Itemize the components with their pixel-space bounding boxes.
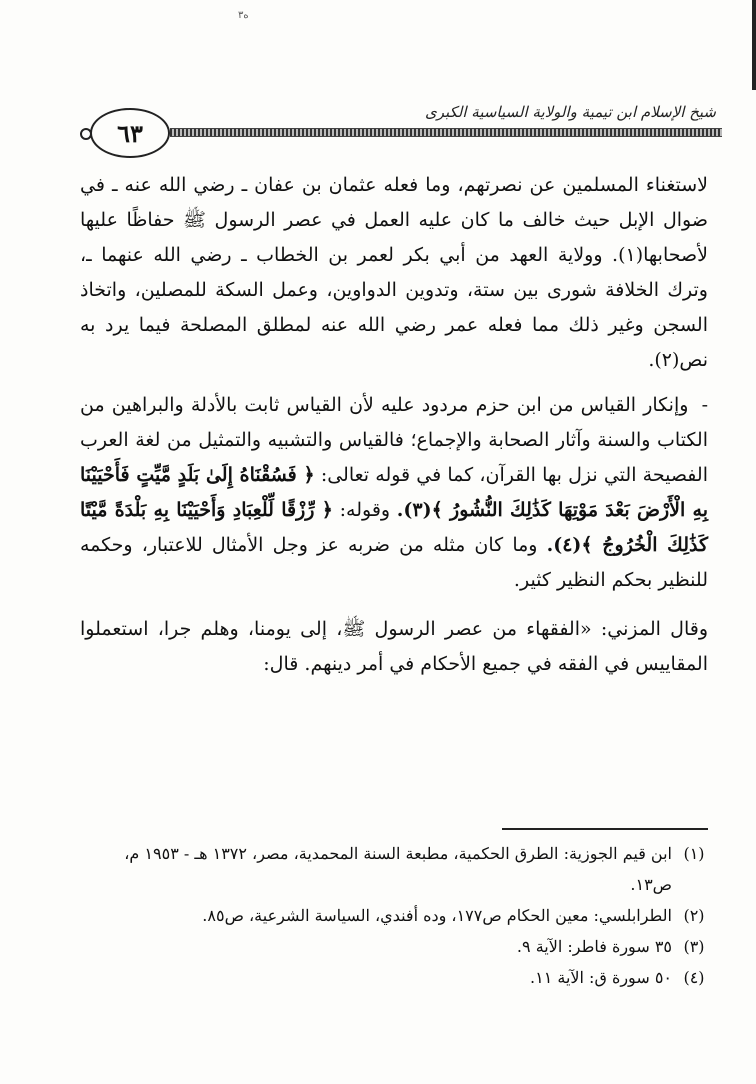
paragraph-3: وقال المزني: «الفقهاء من عصر الرسول ﷺ، إلى يومنا، وهلم جرا، استعملوا المقاييس في الفقه في جميع الأحكام في أمر دينهم. قال: xyxy=(80,618,708,675)
top-mark: ه٣ xyxy=(238,10,249,21)
footnote-number: (٣) xyxy=(683,937,705,956)
footnote-text: ٥٠ سورة ق: الآية ١١. xyxy=(530,968,672,987)
footnote-1 xyxy=(80,838,716,900)
bullet-paragraph xyxy=(80,388,708,598)
quran-verse-1: ﴿ فَسُقْنَاهُ إِلَىٰ بَلَدٍ مَّيِّتٍ فَأَحْيَيْنَا بِهِ الْأَرْضَ بَعْدَ مَوْتِهَا كَذَٰلِكَ النُّشُورُ ﴾(٣). xyxy=(80,464,709,521)
footnote-text: ابن قيم الجوزية: الطرق الحكمية، مطبعة السنة المحمدية، مصر، ١٣٧٢ هـ - ١٩٥٣ م، ص١٣. xyxy=(124,844,672,894)
running-header-title: شيخ الإسلام ابن تيمية والولاية السياسية الكبرى xyxy=(424,103,716,121)
page-number xyxy=(90,108,170,158)
page-number-text: ٦٣ xyxy=(117,118,143,148)
page-edge xyxy=(752,0,756,90)
footnote-separator xyxy=(502,828,708,830)
footnotes xyxy=(80,838,716,993)
footnote-number: (٤) xyxy=(683,968,705,987)
footnote-3 xyxy=(80,931,716,962)
footnote-text: الطرابلسي: معين الحكام ص١٧٧، وده أفندي، السياسة الشرعية، ص٨٥. xyxy=(202,906,672,925)
bullet-intro-text: وإنكار القياس من ابن حزم مردود عليه لأن القياس ثابت بالأدلة والبراهين من الكتاب والسنة وآثار الصحابة والإجماع؛ فالقياس والتشبيه والتمثيل من لغة العرب الفصيحة التي نزل بها القرآن، كما في قوله تعالى: xyxy=(80,394,708,486)
paragraph-1: لاستغناء المسلمين عن نصرتهم، وما فعله عثمان بن عفان ـ رضي الله عنه ـ في ضوال الإبل حيث خالف ما كان عليه العمل في عصر الرسول ﷺ حفاظًا عليها لأصحابها(١). وولاية العهد من أبي بكر لعمر بن الخطاب ـ رضي الله عنهما ـ، وترك الخلافة شورى بين ستة، وتدوين الدواوين، وعمل السكة للمصلين، واتخاذ السجن وغير ذلك مما فعله عمر رضي الله عنه لمطلق المصلحة فيما يرد به نص(٢). xyxy=(80,174,708,371)
bullet-rest-text: وما كان مثله من ضربه عز وجل الأمثال للاعتبار، وحكمه للنظير بحكم النظير كثير. xyxy=(80,534,708,591)
footnote-4 xyxy=(80,962,716,993)
footnote-number: (٢) xyxy=(683,906,705,925)
footnote-2 xyxy=(80,900,716,931)
header-rule xyxy=(170,128,722,137)
footnote-number: (١) xyxy=(683,844,705,863)
footnote-text: ٣٥ سورة فاطر: الآية ٩. xyxy=(516,937,672,956)
and-his-saying: وقوله: xyxy=(339,499,391,521)
main-text xyxy=(80,168,708,682)
quran-verse-2: ﴿ رِّزْقًا لِّلْعِبَادِ وَأَحْيَيْنَا بِهِ بَلْدَةً مَّيْتًا كَذَٰلِكَ الْخُرُوجُ ﴾(٤). xyxy=(80,499,709,556)
bullet-dash: - xyxy=(701,394,708,416)
